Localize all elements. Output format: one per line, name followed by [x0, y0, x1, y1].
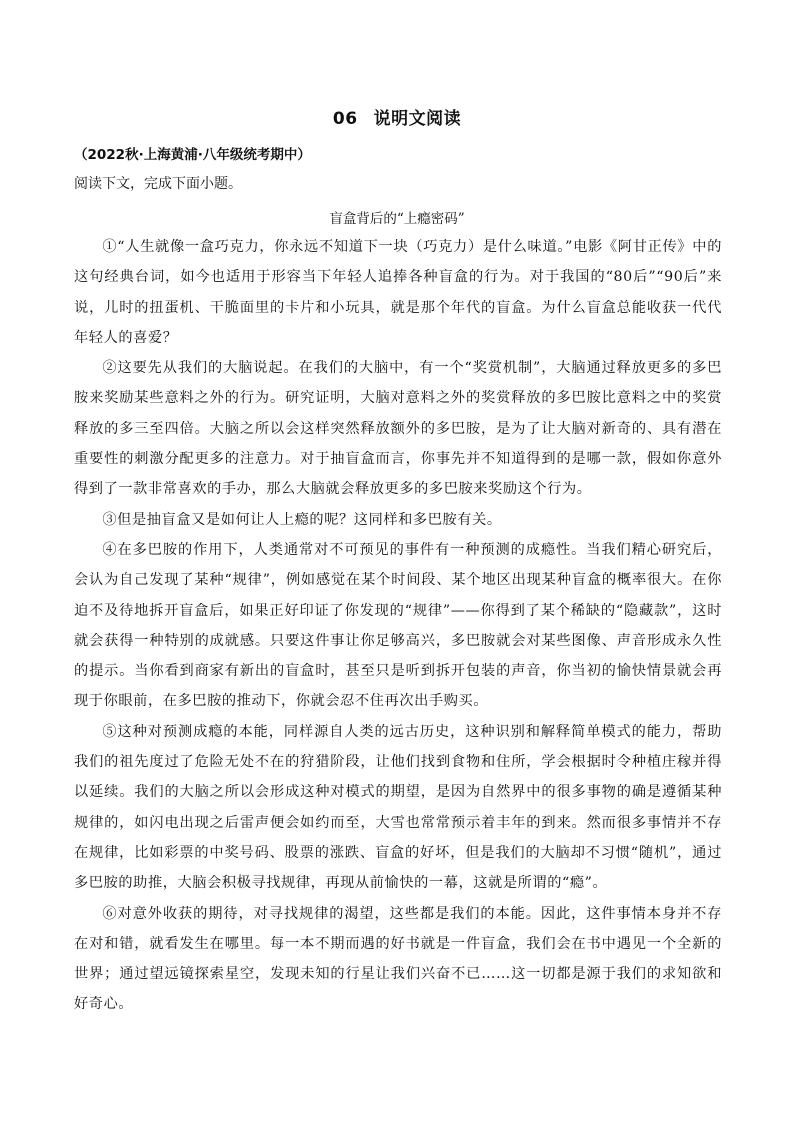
article-title: 盲盒背后的“上瘾密码”: [329, 211, 465, 227]
paragraph-4: ④在多巴胺的作用下，人类通常对不可预见的事件有一种预测的成瘾性。当我们精心研究后，会认为自己发现了某种“规律”，例如感觉在某个时间段、某个地区出现某种盲盒的概率很大。在你迫不及待地拆开盲盒后，如果正好印证了你发现的“规律”——你得到了某个稀缺的“隐藏款”，这时就会获得一种特别的成就感。只要这件事让你足够高兴，多巴胺就会对某些图像、声音形成永久性的提示。当你看到商家有新出的盲盒时，甚至只是听到拆开包装的声音，你当初的愉快情景就会再现于你眼前，在多巴胺的推动下，你就会忍不住再次出手购买。: [74, 541, 722, 710]
paragraph-1: ①“人生就像一盒巧克力，你永远不知道下一块（巧克力）是什么味道。”电影《阿甘正传》中的这句经典台词，如今也适用于形容当下年轻人追捧各种盲盒的行为。对于我国的“80后”“90后”来说，儿时的扭蛋机、干脆面里的卡片和小玩具，就是那个年代的盲盒。为什么盲盒总能收获一代代年轻人的喜爱？: [74, 239, 722, 346]
paragraph-5: ⑤这种对预测成瘾的本能，同样源自人类的远古历史，这种识别和解释简单模式的能力，帮助我们的祖先度过了危险无处不在的狩猎阶段，让他们找到食物和住所，学会根据时令种植庄稼并得以延续。我们的大脑之所以会形成这种对模式的期望，是因为自然界中的很多事物的确是遵循某种规律的，如闪电出现之后雷声便会如约而至，大雪也常常预示着丰年的到来。然而很多事情并不存在规律，比如彩票的中奖号码、股票的涨跌、盲盒的好坏，但是我们的大脑却不习惯“随机”，通过多巴胺的助推，大脑会积极寻找规律，再现从前愉快的一幕，这就是所谓的“瘾”。: [74, 723, 722, 892]
title-number: 06: [332, 109, 358, 129]
paragraph-2: ②这要先从我们的大脑说起。在我们的大脑中，有一个“奖赏机制”，大脑通过释放更多的多巴胺来奖励某些意料之外的行为。研究证明，大脑对意料之外的奖赏释放的多巴胺比意料之中的奖赏释放的多三至四倍。大脑之所以会这样突然释放额外的多巴胺，是为了让大脑对新奇的、具有潜在重要性的刺激分配更多的注意力。对于抽盲盒而言，你事先并不知道得到的是哪一款，假如你意外得到了一款非常喜欢的手办，那么大脑就会释放更多的多巴胺来奖励这个行为。: [74, 360, 722, 498]
page-title: [0, 104, 794, 129]
title-text: 说明文阅读: [373, 109, 462, 129]
paragraph-3: ③但是抽盲盒又是如何让人上瘾的呢？这同样和多巴胺有关。: [102, 511, 502, 528]
question-source: （2022秋·上海黄浦·八年级统考期中）: [74, 147, 311, 163]
article-body: [74, 232, 722, 1020]
reading-instruction: 阅读下文，完成下面小题。: [74, 176, 242, 192]
paragraph-6: ⑥对意外收获的期待，对寻找规律的渴望，这些都是我们的本能。因此，这件事情本身并不存在对和错，就看发生在哪里。每一本不期而遇的好书就是一件盲盒，我们会在书中遇见一个全新的世界；通过望远镜探索星空，发现未知的行星让我们兴奋不已……这一切都是源于我们的求知欲和好奇心。: [74, 905, 722, 1013]
